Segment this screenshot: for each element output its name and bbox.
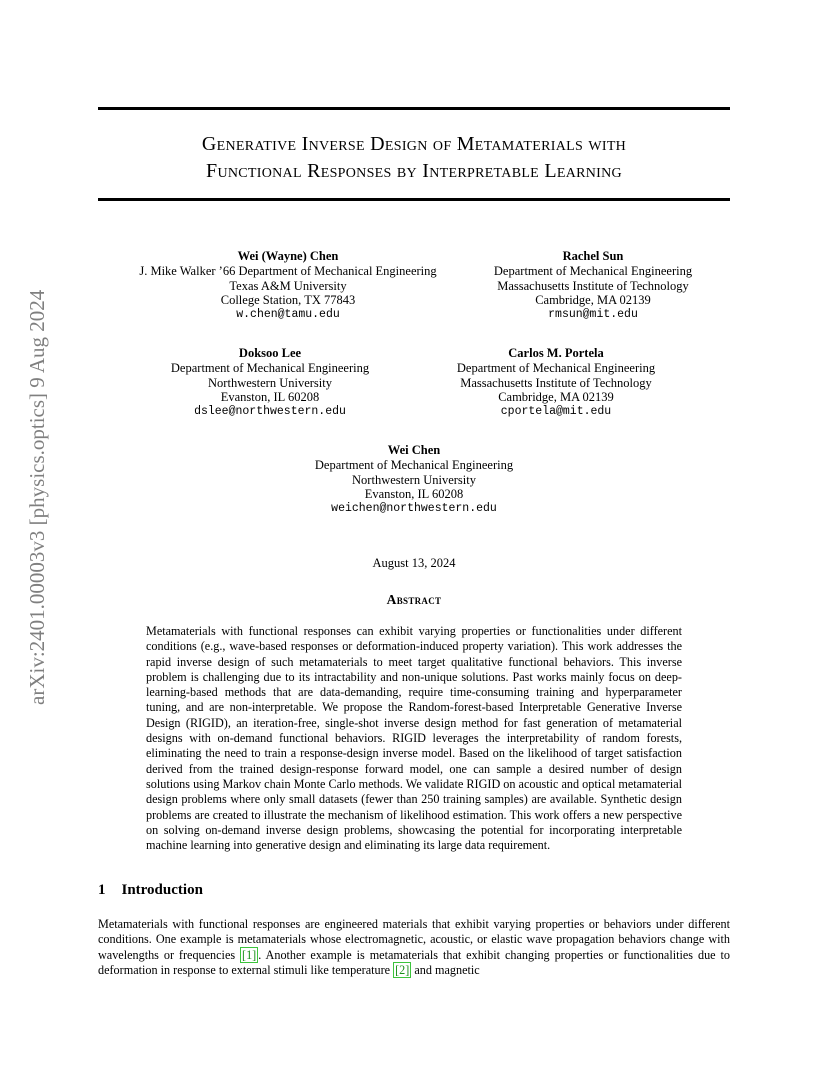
author-block <box>118 249 458 323</box>
publication-date: August 13, 2024 <box>372 556 456 570</box>
author-block <box>440 346 672 420</box>
author-department: Department of Mechanical Engineering <box>493 263 693 278</box>
author-location: Evanston, IL 60208 <box>364 487 464 502</box>
author-name: Wei Chen <box>387 443 441 457</box>
author-institution: Northwestern University <box>208 375 332 390</box>
author-block <box>294 443 534 517</box>
author-email[interactable]: cportela@mit.edu <box>500 405 612 419</box>
author-name: Rachel Sun <box>562 249 624 263</box>
abstract-heading: Abstract <box>386 592 442 607</box>
section-title: Introduction <box>121 882 203 898</box>
author-institution: Massachusetts Institute of Technology <box>460 375 652 390</box>
abstract-text: Metamaterials with functional responses can exhibit varying properties or functionalities under different conditions (e.g., wave-based responses or deformation-induced property variation). This work addresses the rapid inverse design of such metamaterials to meet target qualitative functional behaviors. This inverse problem is challenging due to its intractability and non-unique solutions. Past works mainly focus on deep-learning-based methods that are data-demanding, require time-consuming training and hyperparameter tuning, and are non-interpretable. We propose the Random-forest-based Interpretable Generative Inverse Design (RIGID), an iteration-free, single-shot inverse design method for fast generation of metamaterial designs with on-demand functional behaviors. RIGID leverages the interpretability of random forests, eliminating the need to train a response-design inverse model. Based on the likelihood of target satisfaction derived from the trained design-response forward model, one can sample a desired number of design solutions using Markov chain Monte Carlo methods. We validate RIGID on acoustic and optical metamaterial design problems where only small datasets (fewer than 250 training samples) are available. Synthetic design problems are created to illustrate the mechanism of likelihood estimation. This work offers a new perspective on solving on-demand inverse design problems, showcasing the potential for incorporating interpretable machine learning into generative design and eliminating its large data requirement. <box>146 624 682 853</box>
citation-link[interactable]: [1] <box>242 947 257 962</box>
author-location: Cambridge, MA 02139 <box>535 293 651 308</box>
author-email[interactable]: dslee@northwestern.edu <box>194 405 346 419</box>
author-email[interactable]: rmsun@mit.edu <box>548 308 638 322</box>
intro-text: . Another example is metamaterials that exhibit changing properties or functionalities due to deformation in response to external stimuli like temperature <box>98 947 730 977</box>
author-department: J. Mike Walker ’66 Department of Mechanical Engineering <box>139 263 437 278</box>
intro-text: and magnetic <box>411 962 480 977</box>
author-location: Cambridge, MA 02139 <box>498 390 614 405</box>
title-line-1: Generative Inverse Design of Metamaterials with <box>201 133 627 155</box>
section-heading <box>98 882 203 899</box>
arxiv-identifier: arXiv:2401.00003v3 [physics.optics] 9 Aug 2024 <box>25 289 49 705</box>
author-location: College Station, TX 77843 <box>220 293 356 308</box>
author-email[interactable]: weichen@northwestern.edu <box>331 502 497 516</box>
author-department: Department of Mechanical Engineering <box>170 360 370 375</box>
title-bottom-rule <box>98 198 730 201</box>
author-institution: Massachusetts Institute of Technology <box>497 278 689 293</box>
author-department: Department of Mechanical Engineering <box>314 457 514 472</box>
author-block <box>478 249 708 323</box>
title-line-2: Functional Responses by Interpretable Learning <box>206 160 622 182</box>
intro-text: Metamaterials with functional responses are engineered materials that exhibit varying properties or behaviors under different conditions. One example is metamaterials whose electromagnetic, acoustic, or elastic wave propagation behaviors change with wavelengths or frequencies <box>98 917 730 962</box>
author-name: Doksoo Lee <box>238 346 302 360</box>
introduction-paragraph <box>98 917 730 978</box>
author-email[interactable]: w.chen@tamu.edu <box>236 308 340 322</box>
title-top-rule <box>98 107 730 110</box>
author-institution: Texas A&M University <box>229 278 347 293</box>
author-block <box>150 346 390 420</box>
author-department: Department of Mechanical Engineering <box>456 360 656 375</box>
author-institution: Northwestern University <box>352 472 476 487</box>
author-name: Wei (Wayne) Chen <box>237 249 339 263</box>
author-location: Evanston, IL 60208 <box>220 390 320 405</box>
paper-title <box>98 131 730 185</box>
section-number: 1 <box>98 882 106 898</box>
citation-link[interactable]: [2] <box>395 962 410 977</box>
author-name: Carlos M. Portela <box>508 346 604 360</box>
